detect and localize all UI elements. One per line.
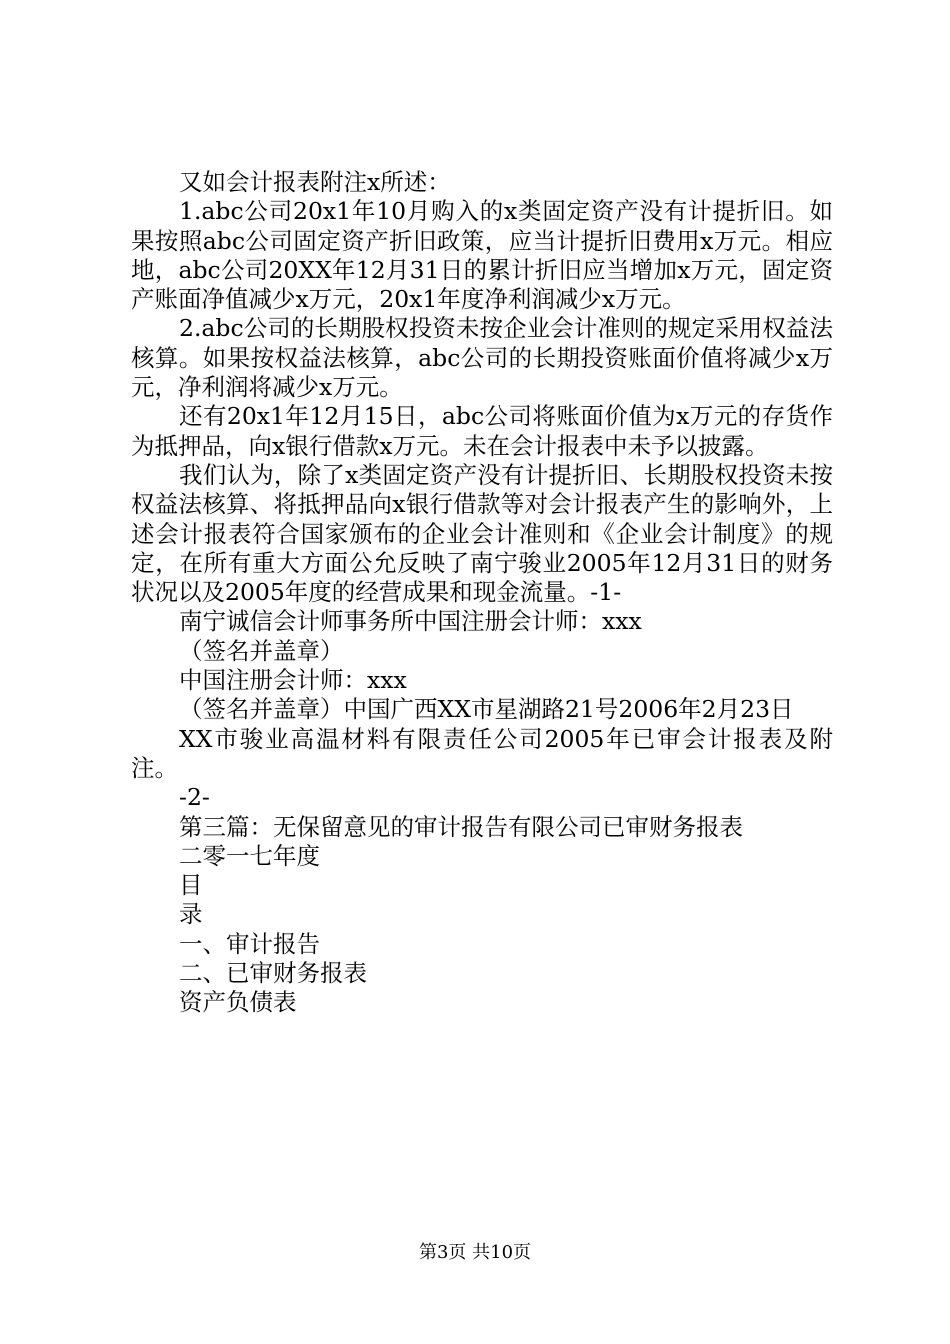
toc-heading-char-1: 目 <box>179 871 203 900</box>
toc-item-audit-report: 一、审计报告 <box>179 929 320 958</box>
note-item-2: 2.abc公司的长期股权投资未按企业会计准则的规定采用权益法核算。如果按权益法核算，abc公司的长期投资账面价值将减少x万元，净利润将减少x万元。 <box>131 314 833 402</box>
page-marker-2: -2- <box>179 783 210 812</box>
intro-line: 又如会计报表附注x所述： <box>179 168 451 196</box>
cpa-signature-line: 中国注册会计师：xxx <box>179 666 407 695</box>
company-report-paragraph: XX市骏业高温材料有限责任公司2005年已审会计报表及附注。 <box>131 724 833 782</box>
mortgage-paragraph: 还有20x1年12月15日，abc公司将账面价值为x万元的存货作为抵押品，向x银行借款x万元。未在会计报表中未予以披露。 <box>131 402 833 460</box>
address-date-paragraph: （签名并盖章）中国广西XX市星湖路21号2006年2月23日 <box>179 695 794 724</box>
note-item-1: 1.abc公司20x1年10月购入的x类固定资产没有计提折旧。如果按照abc公司固定资产折旧政策，应当计提折旧费用x万元。相应地，abc公司20XX年12月31日的累计折旧应当增加x万元，固定资产账面净值减少x万元，20x1年度净利润减少x万元。 <box>131 197 833 314</box>
fiscal-year-line: 二零一七年度 <box>179 841 320 870</box>
firm-signature-line: 南宁诚信会计师事务所中国注册会计师：xxx <box>179 607 642 636</box>
sign-seal-note-1: （签名并盖章） <box>179 636 344 665</box>
document-body <box>131 168 833 1018</box>
section-heading: 第三篇：无保留意见的审计报告有限公司已审财务报表 <box>179 812 743 841</box>
toc-heading-char-2: 录 <box>179 900 203 929</box>
toc-item-financial-statements: 二、已审财务报表 <box>179 959 367 988</box>
page-number-footer: 第3页 共10页 <box>418 1242 532 1263</box>
toc-item-balance-sheet: 资产负债表 <box>179 988 297 1017</box>
opinion-paragraph: 我们认为，除了x类固定资产没有计提折旧、长期股权投资未按权益法核算、将抵押品向x银行借款等对会计报表产生的影响外，上述会计报表符合国家颁布的企业会计准则和《企业会计制度》的规定，在所有重大方面公允反映了南宁骏业2005年12月31日的财务状况以及2005年度的经营成果和现金流量。-1- <box>131 460 833 607</box>
